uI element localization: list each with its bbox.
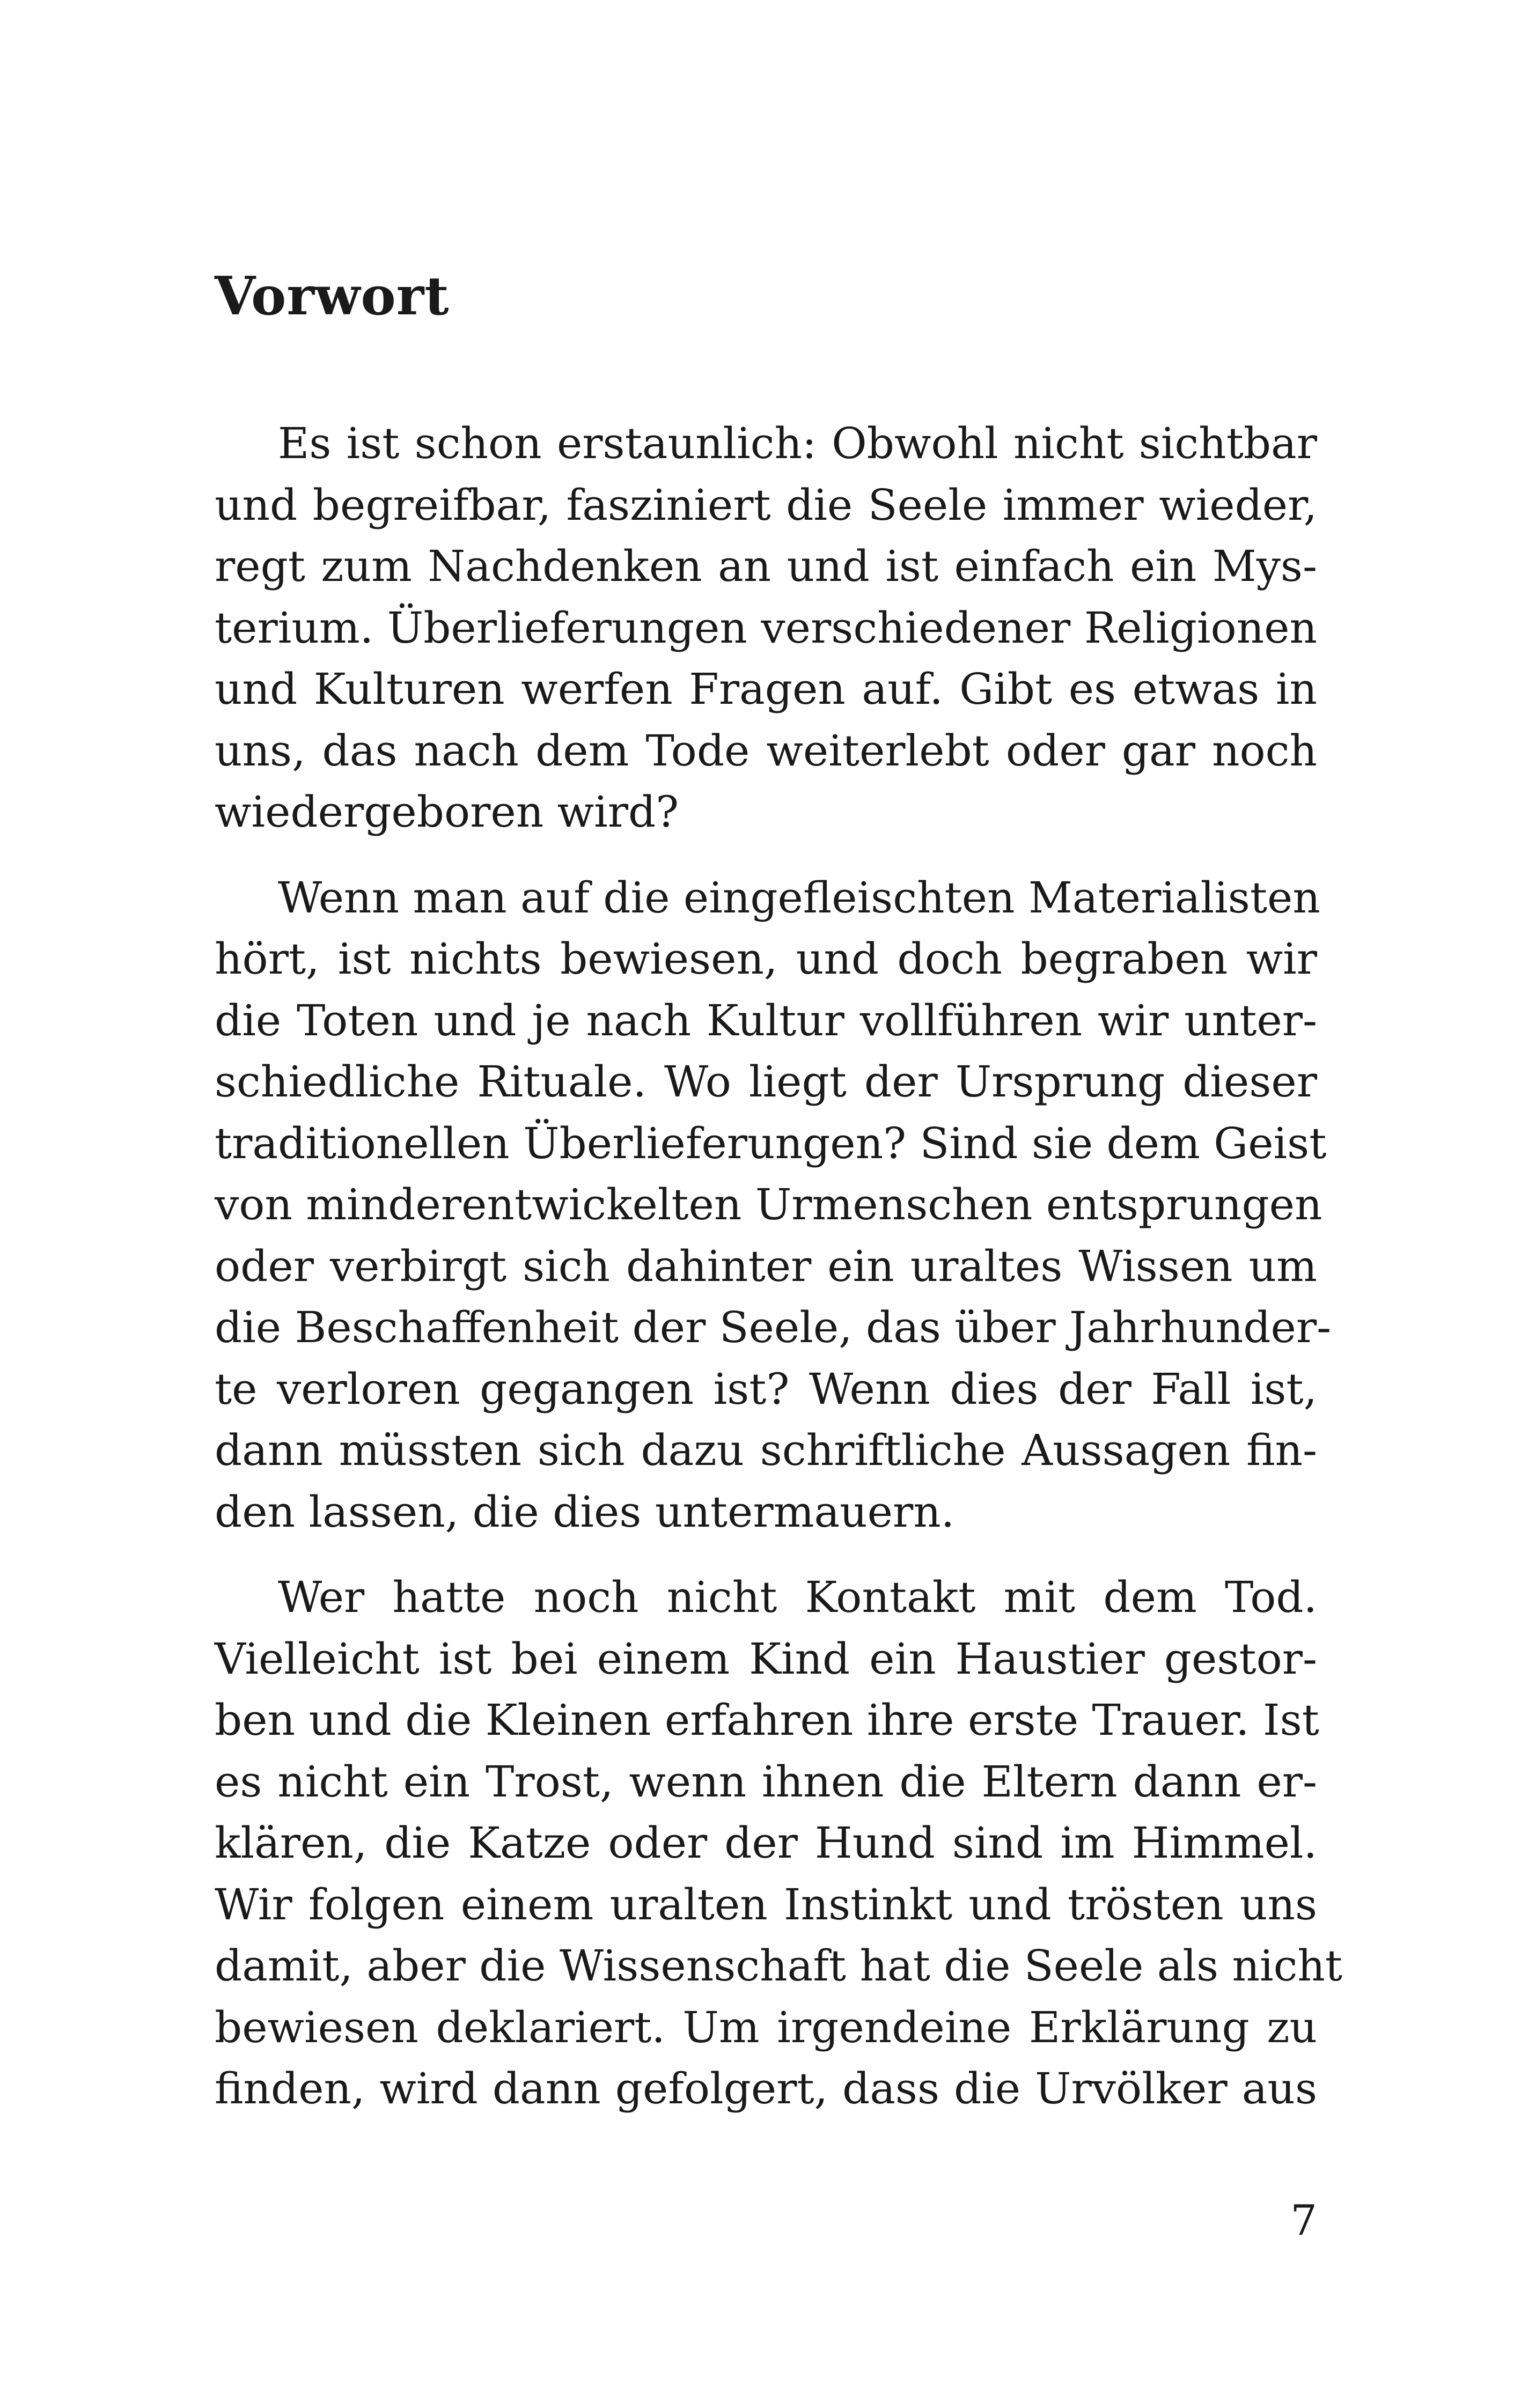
- text-line: ben und die Kleinen erfahren ihre erste Trauer. Ist: [215, 1695, 1319, 1745]
- text-line: schiedliche Rituale. Wo liegt der Ursprung dieser: [215, 1057, 1317, 1107]
- chapter-body: [215, 413, 1343, 2144]
- text-line: damit, aber die Wissenschaft hat die Seele als nicht: [215, 1941, 1343, 1991]
- text-line: regt zum Nachdenken an und ist einfach ein Mys-: [215, 541, 1317, 591]
- text-line: dann müssten sich dazu schriftliche Aussagen fin-: [215, 1425, 1317, 1475]
- text-line: Vielleicht ist bei einem Kind ein Haustier gestor-: [215, 1633, 1317, 1684]
- text-line: bewiesen deklariert. Um irgendeine Erklärung zu: [215, 2002, 1317, 2052]
- text-line: klären, die Katze oder der Hund sind im Himmel.: [215, 1818, 1317, 1868]
- page-number: 7: [1290, 2197, 1317, 2245]
- text-line: und begreifbar, fasziniert die Seele immer wieder,: [215, 480, 1317, 530]
- text-line: und Kulturen werfen Fragen auf. Gibt es etwas in: [215, 664, 1317, 714]
- text-line: Es ist schon erstaunlich: Obwohl nicht sichtbar: [278, 418, 1317, 468]
- text-line: uns, das nach dem Tode weiterlebt oder gar noch: [215, 725, 1317, 776]
- text-line: terium. Überlieferungen verschiedener Religionen: [215, 602, 1317, 653]
- text-line: die Toten und je nach Kultur vollführen wir unter-: [215, 995, 1317, 1045]
- text-line: Wir folgen einem uralten Instinkt und trösten uns: [215, 1879, 1317, 1930]
- text-line: te verloren gegangen ist? Wenn dies der Fall ist,: [215, 1364, 1317, 1414]
- text-line: Wer hatte noch nicht Kontakt mit dem Tod.: [278, 1572, 1317, 1622]
- text-line: traditionellen Überlieferungen? Sind sie dem Geist: [215, 1118, 1327, 1168]
- text-line: Wenn man auf die eingefleischten Materialisten: [278, 872, 1320, 923]
- text-line: von minderentwickelten Urmenschen entsprungen: [215, 1180, 1322, 1229]
- paragraph-1: [215, 413, 1317, 843]
- text-line: es nicht ein Trost, wenn ihnen die Eltern dann er-: [215, 1756, 1317, 1807]
- text-line: die Beschaffenheit der Seele, das über Jahrhunder-: [215, 1302, 1332, 1352]
- text-line: hört, ist nichts bewiesen, und doch begraben wir: [215, 934, 1317, 984]
- text-line: oder verbirgt sich dahinter ein uraltes Wissen um: [215, 1241, 1317, 1291]
- text-line: finden, wird dann gefolgert, dass die Urvölker aus: [215, 2064, 1317, 2114]
- text-line: den lassen, die dies untermauern.: [215, 1486, 955, 1537]
- paragraph-3: [215, 1567, 1343, 2120]
- paragraph-2: [215, 867, 1332, 1543]
- text-line: wiedergeboren wird?: [215, 787, 679, 837]
- chapter-heading: Vorwort: [215, 266, 450, 327]
